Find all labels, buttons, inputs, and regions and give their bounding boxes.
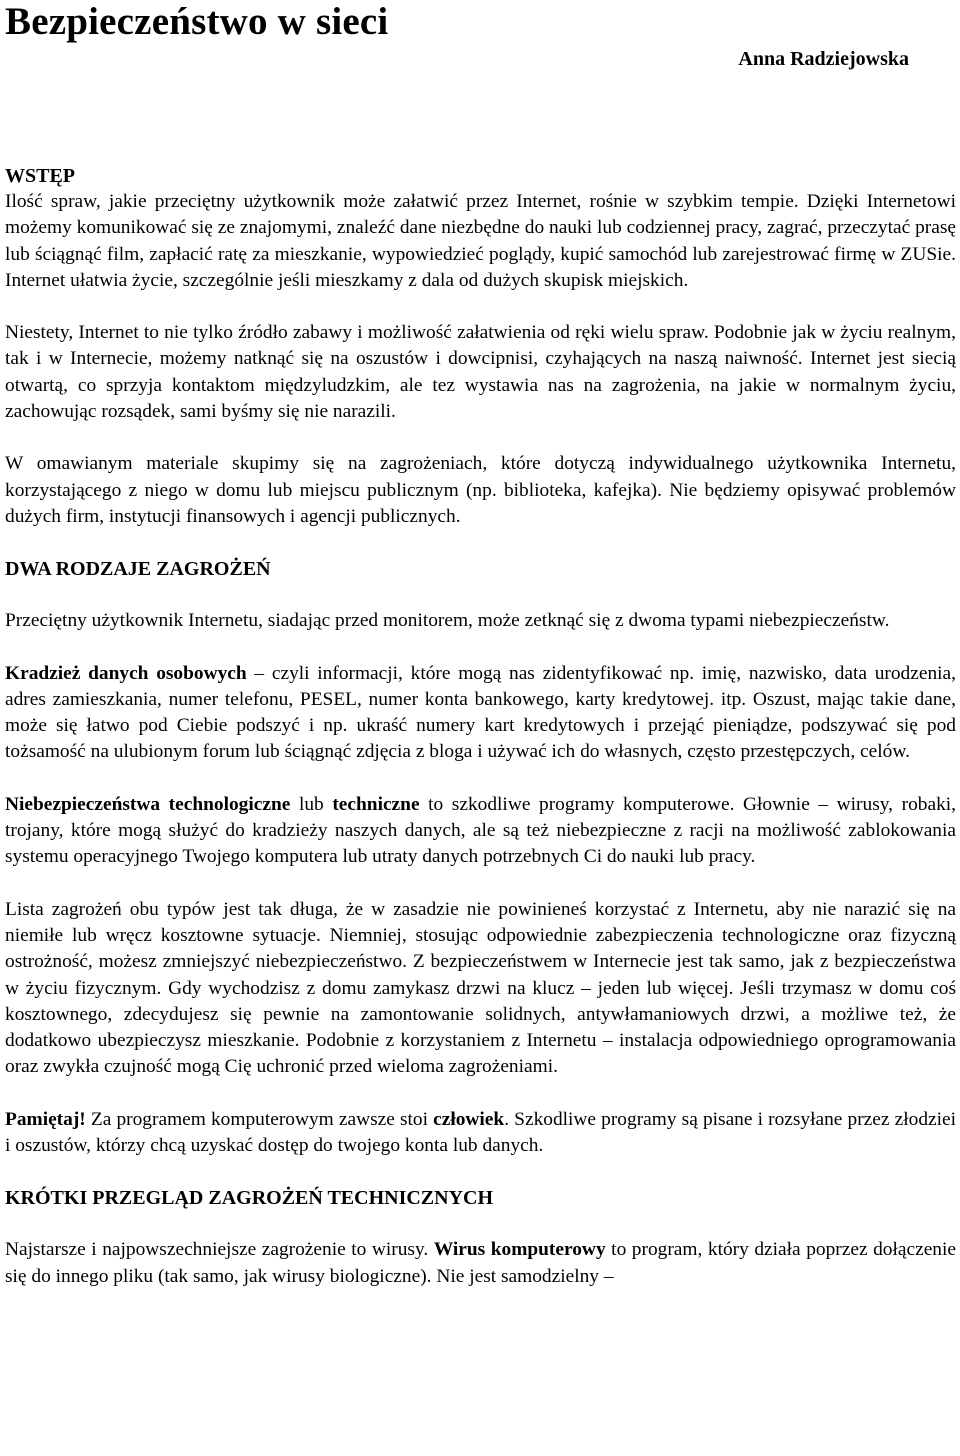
identity-theft-term: Kradzież danych osobowych [5,662,247,684]
remember-term: Pamiętaj! [5,1108,86,1130]
intro-paragraph-2: Niestety, Internet to nie tylko źródło zabawy i możliwość załatwienia od ręki wielu spraw. Podobnie jak w życiu realnym, tak i w Internecie, możemy natknąć się na oszustów i dowcipnisi, czyhających na naszą naiwność. Internet jest siecią otwartą, co sprzyja kontaktom międzyludzkim, ale tez wystawia nas na zagrożenia, na jakie w normalnym życiu, zachowując rozsądek, sami byśmy się nie narazili. [5,322,956,423]
spacer [5,582,956,608]
technical-threats-connector: lub [290,793,333,815]
spacer [5,530,956,556]
section-heading-intro: WSTĘP [5,165,76,187]
overview-text-start: Najstarsze i najpowszechniejsze zagrożenie to wirusy. [5,1239,434,1261]
technical-term: techniczne [332,793,420,815]
document-title: Bezpieczeństwo w sieci [5,0,389,43]
threats-paragraph-identity-theft [5,661,956,766]
spacer [5,71,956,163]
human-term: człowiek [433,1108,505,1130]
spacer [5,1211,956,1237]
section-heading-technical-overview: KRÓTKI PRZEGLĄD ZAGROŻEŃ TECHNICZNYCH [5,1187,494,1210]
spacer [5,294,956,320]
spacer [5,766,956,792]
overview-text-rest: to program, który działa poprzez dołączenie się do innego pliku (tak samo, jak wirusy biologiczne). Nie jest samodzielny – [5,1239,956,1287]
spacer [5,425,956,451]
identity-theft-text: – czyli informacji, które mogą nas zidentyfikować np. imię, nazwisko, data urodzenia, adres zamieszkania, numer telefonu, PESEL, numer konta bankowego, karty kredytowej. itp. Oszust, mając takie dane, może się łatwo pod Ciebie podszyć i np. ukraść numery kart kredytowych i przejąć pieniądze, podszywać się pod tożsamość na ulubionym forum lub ściągnąć zdjęcia z bloga i używać ich do własnych, często przestępczych, celów. [5,662,956,763]
remember-text-rest: . Szkodliwe programy są pisane i rozsyłane przez złodziei i oszustów, którzy chcą uzyskać dostęp do twojego konta lub danych. [5,1108,957,1157]
threats-paragraph-technical [5,792,956,871]
spacer [5,635,956,661]
threats-paragraph-list: Lista zagrożeń obu typów jest tak długa, że w zasadzie nie powinieneś korzystać z Internetu, aby nie narazić się na niemiłe lub wręcz kosztowne sytuacje. Niemniej, stosując odpowiednie zabezpieczenia technologiczne oraz fizyczną ostrożność, możesz zmniejszyć niebezpieczeństwo. Z bezpieczeństwem w Internecie jest tak samo, jak z bezpieczeństwa w życiu fizycznym. Gdy wychodzisz z domu zamykasz drzwi na klucz – jeden lub więcej. Jeśli trzymasz w domu coś kosztownego, zdecydujesz się pewnie na zamontowanie solidnych, antywłamaniowych drzwi, a możliwe też, że dodatkowo ubezpieczysz mieszkanie. Podobnie z korzystaniem z Internetu – instalacja odpowiedniego oprogramowania oraz zwykła czujność mogą Cię uchronić przed wieloma zagrożeniami. [5,898,956,1078]
threats-paragraph-remember [5,1107,956,1160]
remember-text-mid: Za programem komputerowym zawsze stoi [85,1108,434,1130]
spacer [5,1081,956,1107]
intro-paragraph-1: Ilość spraw, jakie przeciętny użytkownik może załatwić przez Internet, rośnie w szybkim tempie. Dzięki Internetowi możemy komunikować się ze znajomymi, znaleźć dane niezbędne do nauki lub codziennej pracy, zagrać, przeczytać prasę lub ściągnąć film, zapłacić ratę za mieszkanie, wypowiedzieć poglądy, kupić samochód lub zarejestrować firmę w ZUSie. Internet ułatwia życie, szczególnie jeśli mieszkamy z dala od dużych skupisk miejskich. [5,191,956,291]
intro-paragraph-3: W omawianym materiale skupimy się na zagrożeniach, które dotyczą indywidualnego użytkownika Internetu, korzystającego z niego w domu lub miejscu publicznym (np. biblioteka, kafejka). Nie będziemy opisywać problemów dużych firm, instytucji finansowych i agencji publicznych. [5,453,956,527]
spacer [5,871,956,897]
section-heading-two-threats: DWA RODZAJE ZAGROŻEŃ [5,558,271,581]
technical-threats-term: Niebezpieczeństwa technologiczne [5,793,291,815]
threats-paragraph-1: Przeciętny użytkownik Internetu, siadając przed monitorem, może zetknąć się z dwoma typami niebezpieczeństw. [5,610,890,632]
spacer [5,1159,956,1185]
document-author: Anna Radziejowska [738,48,909,70]
computer-virus-term: Wirus komputerowy [433,1239,606,1261]
technical-threats-text: to szkodliwe programy komputerowe. Głownie – wirusy, robaki, trojany, które mogą służyć do kradzieży naszych danych, ale są też niebezpieczne z racji na możliwość zablokowania systemu operacyjnego Twojego komputera lub utraty danych potrzebnych Ci do nauki lub pracy. [5,793,956,868]
overview-paragraph-1 [5,1237,956,1290]
